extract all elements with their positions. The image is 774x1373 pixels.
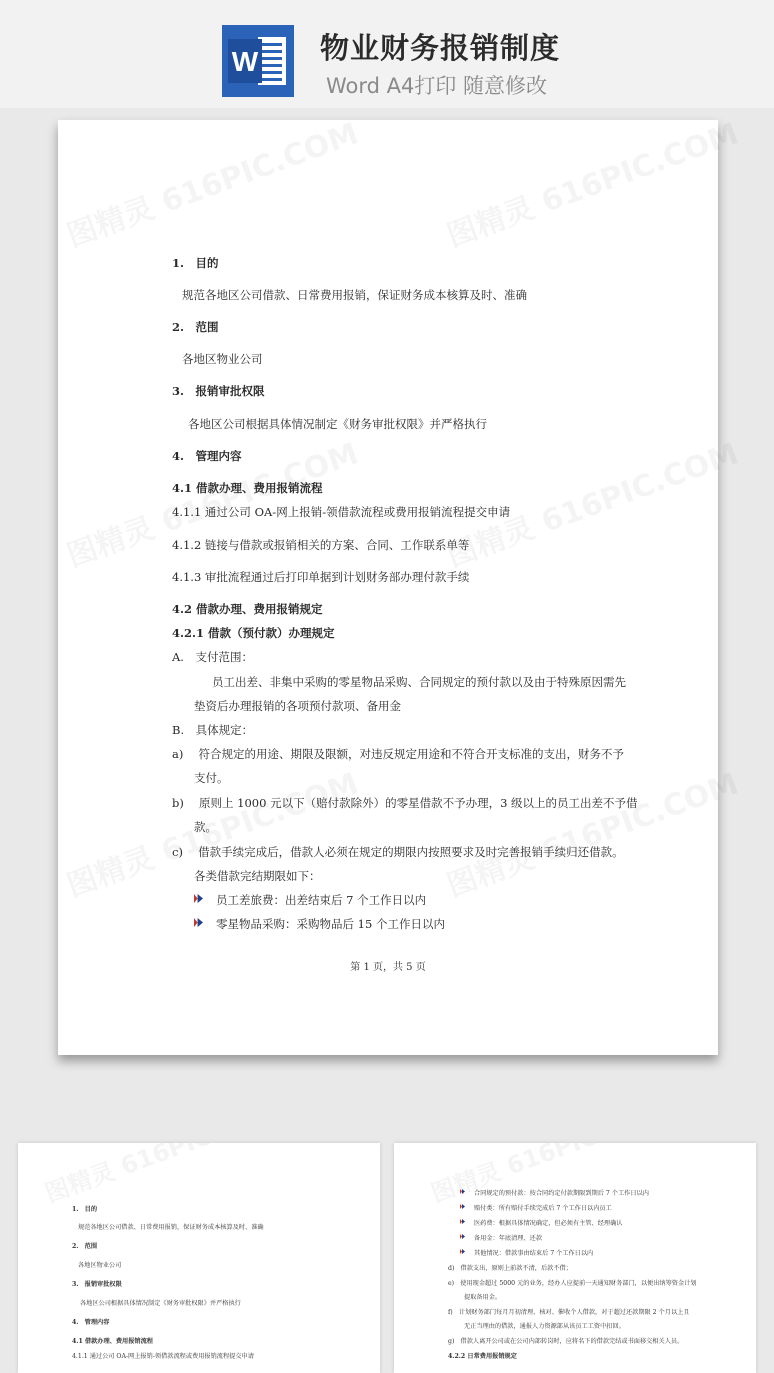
bullet-arrow-icon (460, 1204, 465, 1209)
paragraph: 4.1.3 审批流程通过后打印单据到计划财务部办理付款手续 (172, 570, 470, 584)
thumb-bullet-item: 备用金：年底清理、还款 (474, 1235, 543, 1242)
section-heading: 3. 报销审批权限 (172, 384, 265, 398)
thumb-bullet-item: 医药费：根据具体情况确定，但必须有主管、经理确认 (474, 1220, 623, 1227)
bullet-arrow-icon (460, 1219, 465, 1224)
thumb-bullet-item: 合同规定的预付款：按合同约定付款期限到期后 7 个工作日以内 (474, 1190, 649, 1197)
watermark (425, 1143, 668, 1209)
bullet-arrow-icon (460, 1249, 465, 1254)
thumb-paragraph: 各地区物业公司 (78, 1262, 122, 1269)
thumb-heading: 4.2.2 日常费用报销规定 (448, 1353, 517, 1360)
thumbnail-page-1 (18, 1143, 380, 1373)
thumb-list-item: g) 借款人离开公司或在公司内部转岗时，应将名下的借款完结或书面移交相关人员。 (448, 1338, 684, 1345)
thumb-heading: 4. 管理内容 (72, 1319, 110, 1326)
paragraph: 4.1.2 链接与借款或报销相关的方案、合同、工作联系单等 (172, 538, 470, 552)
paragraph: 垫资后办理报销的各项预付款项、备用金 (194, 699, 401, 713)
list-item-continued: 支付。 (194, 771, 229, 785)
bullet-item: 员工差旅费：出差结束后 7 个工作日以内 (216, 893, 427, 907)
section-heading: 2. 范围 (172, 320, 219, 334)
page-subtitle: Word A4打印 随意修改 (326, 74, 548, 98)
thumb-heading: 2. 范围 (72, 1243, 98, 1250)
list-item-continued: 款。 (194, 820, 217, 834)
paragraph: B. 具体规定： (172, 723, 254, 737)
word-document-icon (222, 25, 294, 97)
paragraph: A. 支付范围： (172, 650, 253, 664)
thumb-heading: 3. 报销审批权限 (72, 1281, 122, 1288)
watermark (60, 109, 364, 255)
list-item: c) 借款手续完成后，借款人必须在规定的期限内按照要求及时完善报销手续归还借款。 (172, 845, 624, 859)
watermark (440, 109, 744, 255)
bullet-arrow-icon (194, 918, 203, 927)
thumb-list-item: f) 计划财务部门每月月初清理、核对、催收个人借款，对于超过还款期限 2 个月以上且 (448, 1309, 690, 1316)
section-heading: 1. 目的 (172, 256, 219, 270)
subsection-heading: 4.1 借款办理、费用报销流程 (172, 481, 323, 495)
bullet-arrow-icon (460, 1189, 465, 1194)
bullet-item: 零星物品采购：采购物品后 15 个工作日以内 (216, 917, 445, 931)
thumb-bullet-item: 其他情况：借款事由结束后 7 个工作日以内 (474, 1250, 594, 1257)
thumbnail-page-2 (394, 1143, 756, 1373)
thumb-paragraph: 4.1.1 通过公司 OA-网上报销-领借款流程或费用报销流程提交申请 (72, 1353, 254, 1360)
paragraph: 各地区公司根据具体情况制定《财务审批权限》并严格执行 (188, 417, 487, 431)
page-footer: 第 1 页，共 5 页 (350, 962, 426, 973)
thumb-heading: 4.1 借款办理、费用报销流程 (72, 1338, 153, 1345)
thumb-list-item: e) 使用现金超过 5000 元的业务，经办人应提前一天通知财务部门，以便出纳筹资金计划 (448, 1280, 697, 1287)
list-item: a) 符合规定的用途、期限及限额，对违反规定用途和不符合开支标准的支出，财务不予 (172, 747, 624, 761)
watermark (440, 759, 744, 905)
paragraph: 4.1.1 通过公司 OA-网上报销-领借款流程或费用报销流程提交申请 (172, 505, 511, 519)
thumb-list-item-continued: 提取备用金。 (464, 1294, 502, 1301)
bullet-arrow-icon (194, 894, 203, 903)
header-banner (0, 0, 774, 108)
list-item: b) 原则上 1000 元以下（赔付款除外）的零星借款不予办理，3 级以上的员工出差不予借 (172, 796, 638, 810)
document-page-1 (58, 120, 718, 1055)
paragraph: 各地区物业公司 (182, 352, 263, 366)
subsection-heading: 4.2 借款办理、费用报销规定 (172, 602, 323, 616)
paragraph: 各类借款完结期限如下： (194, 869, 321, 883)
paragraph: 规范各地区公司借款、日常费用报销，保证财务成本核算及时、准确 (182, 288, 527, 302)
thumb-paragraph: 各地区公司根据具体情况制定《财务审批权限》并严格执行 (80, 1300, 241, 1307)
watermark (39, 1143, 282, 1209)
word-icon-letter: W (231, 46, 259, 77)
thumb-list-item: d) 借款支出，原则上前款不清，后款不借； (448, 1265, 572, 1272)
thumb-bullet-item: 赔付类：所有赔付手续完成后 7 个工作日以内员工 (474, 1205, 612, 1212)
subsection-heading: 4.2.1 借款（预付款）办理规定 (172, 626, 335, 640)
thumb-list-item-continued: 无正当理由的借款，通报人力资源部从该员工工资中扣回。 (464, 1323, 625, 1330)
watermark (440, 429, 744, 575)
page-title: 物业财务报销制度 (320, 31, 561, 65)
bullet-arrow-icon (460, 1234, 465, 1239)
section-heading: 4. 管理内容 (172, 449, 242, 463)
paragraph: 员工出差、非集中采购的零星物品采购、合同规定的预付款以及由于特殊原因需先 (212, 675, 626, 689)
thumb-heading: 1. 目的 (72, 1206, 98, 1213)
thumb-paragraph: 规范各地区公司借款、日常费用报销，保证财务成本核算及时、准确 (78, 1224, 264, 1231)
